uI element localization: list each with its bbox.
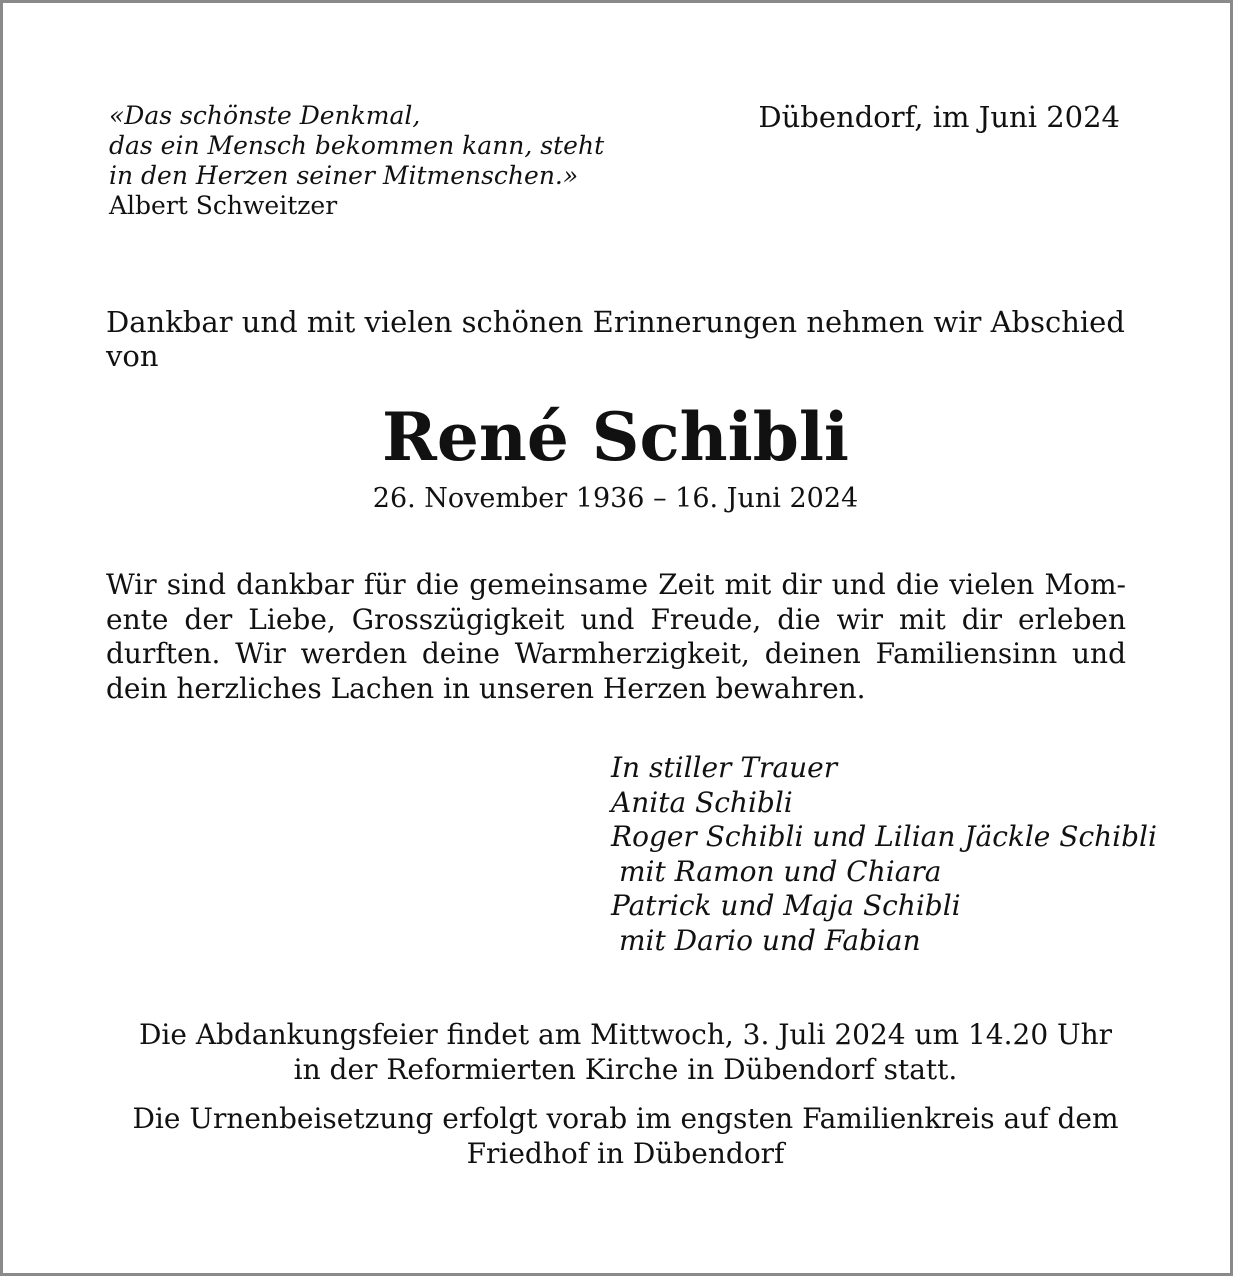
quote-line: das ein Mensch bekommen kann, steht xyxy=(109,131,605,160)
service-announcement xyxy=(3,1018,1233,1087)
place-and-date: Dübendorf, im Juni 2024 xyxy=(758,100,1120,134)
burial-line: Friedhof in Dübendorf xyxy=(466,1136,785,1170)
service-line: in der Reformierten Kirche in Dübendorf statt. xyxy=(293,1052,958,1086)
burial-line: Die Urnenbeisetzung erfolgt vorab im engsten Familienkreis auf dem xyxy=(132,1102,1119,1135)
mourner-line: Patrick und Maja Schibli xyxy=(611,889,961,922)
quote-line: «Das schönste Denkmal, xyxy=(109,101,421,130)
mourner-line: mit Ramon und Chiara xyxy=(619,854,942,888)
mourner-line: Roger Schibli und Lilian Jäckle Schibli xyxy=(611,820,1157,853)
mourner-line: Anita Schibli xyxy=(611,785,793,819)
quote-line: in den Herzen seiner Mitmenschen.» xyxy=(109,161,579,190)
mourners-heading: In stiller Trauer xyxy=(611,751,838,784)
epigraph-quote xyxy=(109,101,604,221)
tribute-text: Wir sind dankbar für die gemeinsame Zeit mit dir und die vielen Momente der Liebe, Grosszügigkeit und Freude, die wir mit dir erleben durften. Wir werden deine Warmherzigkeit, deinen Familiensinn und dein herzliches Lachen in unseren Herzen bewahren. xyxy=(106,568,1126,705)
mourners-list xyxy=(611,751,1157,958)
life-dates: 26. November 1936 – 16. Juni 2024 xyxy=(372,483,859,514)
intro-text: Dankbar und mit vielen schönen Erinnerungen nehmen wir Abschied von xyxy=(106,305,1125,373)
burial-announcement xyxy=(3,1102,1233,1171)
quote-author: Albert Schweitzer xyxy=(109,191,338,220)
service-line: Die Abdankungsfeier findet am Mittwoch, 3. Juli 2024 um 14.20 Uhr xyxy=(138,1018,1113,1051)
mourner-line: mit Dario und Fabian xyxy=(619,923,921,957)
deceased-name: René Schibli xyxy=(382,398,849,476)
